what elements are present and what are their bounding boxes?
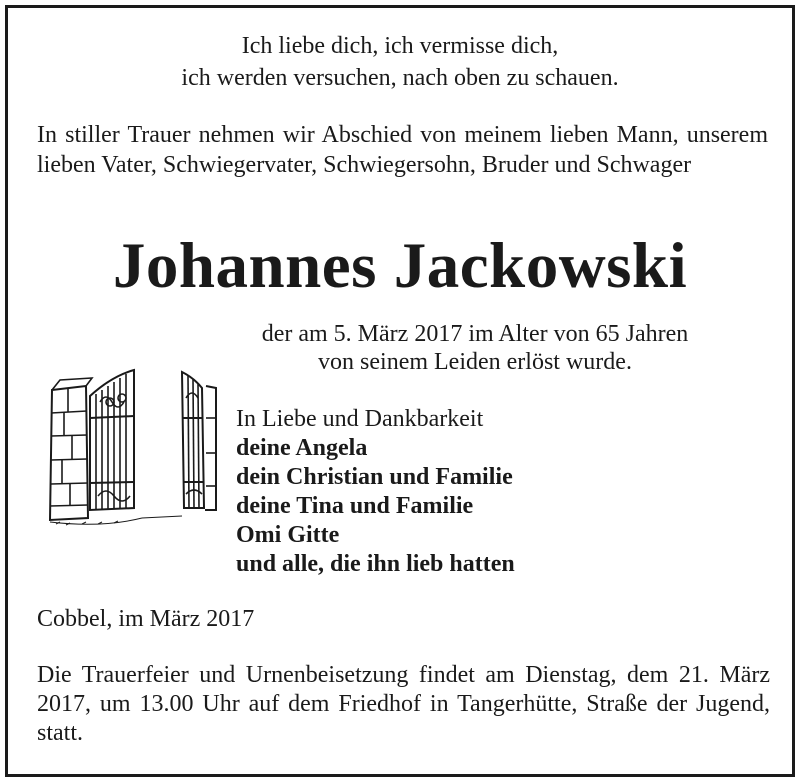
funeral-info: Die Trauerfeier und Urnenbeisetzung findet am Dienstag, dem 21. März 2017, um 13.00 Uhr auf dem Friedhof in Tangerhütte, Straße der Jugend, statt. (37, 662, 770, 746)
verse-line-2: ich werden versuchen, nach oben zu schauen. (181, 65, 619, 91)
cemetery-gate-icon (42, 358, 222, 528)
signoff (236, 405, 515, 579)
death-notice-line-1: der am 5. März 2017 im Alter von 65 Jahren (261, 321, 689, 347)
place-date: Cobbel, im März 2017 (37, 606, 255, 632)
signoff-opening: In Liebe und Dankbarkeit (236, 406, 484, 432)
mourner-line: deine Angela (236, 435, 368, 461)
mourner-line: dein Christian und Familie (236, 464, 513, 490)
memorial-verse (8, 30, 792, 94)
mourner-line: Omi Gitte (236, 522, 340, 548)
verse-line-1: Ich liebe dich, ich vermisse dich, (241, 33, 559, 59)
mourner-line: deine Tina und Familie (236, 493, 474, 519)
intro-text: In stiller Trauer nehmen wir Abschied von meinem lieben Mann, unserem lieben Vater, Schwiegervater, Schwiegersohn, Bruder und Schwager (37, 122, 768, 178)
mourner-line: und alle, die ihn lieb hatten (236, 551, 515, 577)
death-notice-line-2: von seinem Leiden erlöst wurde. (318, 349, 632, 375)
obituary-notice (5, 5, 795, 777)
deceased-name: Johannes Jackowski (112, 230, 688, 302)
